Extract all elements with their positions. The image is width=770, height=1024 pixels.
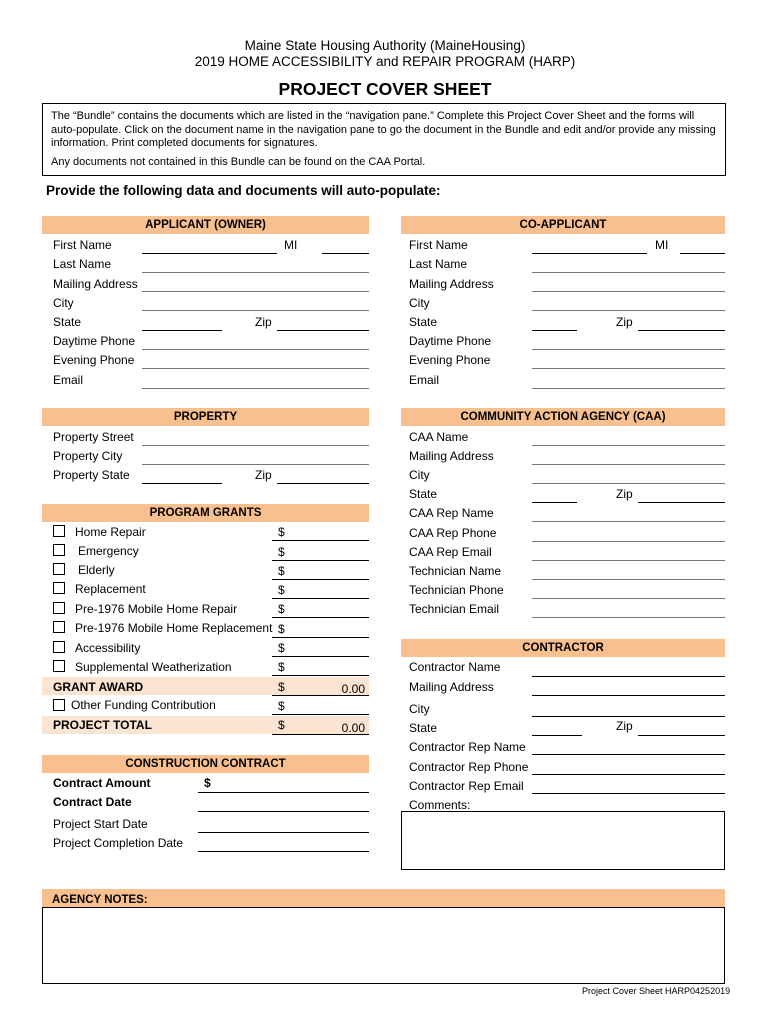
contractor-heading: CONTRACTOR (401, 639, 725, 657)
elderly-label: Elderly (78, 563, 115, 577)
org-name: Maine State Housing Authority (MaineHousing) (244, 38, 526, 53)
contractor-rep-name-label: Contractor Rep Name (409, 740, 526, 754)
applicant-day-phone-label: Daytime Phone (53, 334, 136, 348)
contractor-rep-name-field[interactable] (532, 754, 725, 755)
co-applicant-mailing-field[interactable] (532, 291, 725, 292)
applicant-mi-label: MI (284, 238, 298, 252)
mh-replacement-checkbox[interactable] (53, 621, 65, 633)
applicant-last-name-label: Last Name (53, 257, 112, 271)
grant-award-label: GRANT AWARD (53, 680, 144, 694)
mh-repair-dollar: $ (278, 602, 285, 616)
co-applicant-zip-field[interactable] (638, 330, 725, 331)
caa-tech-phone-field[interactable] (532, 598, 725, 599)
applicant-mailing-field[interactable] (142, 291, 369, 292)
accessibility-dollar: $ (278, 641, 285, 655)
caa-mailing-field[interactable] (532, 464, 725, 465)
applicant-city-label: City (53, 296, 74, 310)
applicant-first-name-label: First Name (53, 238, 112, 252)
co-applicant-first-name-label: First Name (409, 238, 468, 252)
co-applicant-mi-field[interactable] (680, 253, 725, 254)
caa-heading: COMMUNITY ACTION AGENCY (CAA) (401, 408, 725, 426)
contractor-name-label: Contractor Name (409, 660, 501, 674)
co-applicant-city-label: City (409, 296, 430, 310)
caa-mailing-label: Mailing Address (409, 449, 494, 463)
co-applicant-state-field[interactable] (532, 330, 577, 331)
co-applicant-mailing-label: Mailing Address (409, 277, 494, 291)
caa-tech-name-label: Technician Name (409, 564, 502, 578)
property-state-field[interactable] (142, 483, 222, 484)
emergency-amount[interactable] (272, 560, 369, 561)
contractor-rep-email-label: Contractor Rep Email (409, 779, 524, 793)
property-street-field[interactable] (142, 445, 369, 446)
weatherization-checkbox[interactable] (53, 660, 65, 672)
contractor-rep-phone-field[interactable] (532, 774, 725, 775)
caa-tech-email-label: Technician Email (409, 602, 500, 616)
applicant-email-field[interactable] (142, 388, 369, 389)
other-funding-dollar: $ (278, 699, 285, 713)
co-applicant-mi-label: MI (655, 238, 669, 252)
co-applicant-eve-phone-field[interactable] (532, 368, 725, 369)
applicant-day-phone-field[interactable] (142, 349, 369, 350)
comments-label: Comments: (409, 798, 471, 812)
co-applicant-email-field[interactable] (532, 388, 725, 389)
contractor-rep-phone-label: Contractor Rep Phone (409, 760, 529, 774)
intro-note: Any documents not contained in this Bundle can be found on the CAA Portal. (51, 155, 426, 168)
caa-state-label: State (409, 487, 438, 501)
caa-tech-email-field[interactable] (532, 617, 725, 618)
emergency-checkbox[interactable] (53, 544, 65, 556)
elderly-dollar: $ (278, 564, 285, 578)
project-start-label: Project Start Date (53, 817, 148, 831)
project-completion-field[interactable] (198, 851, 369, 852)
contractor-mailing-field[interactable] (532, 695, 725, 696)
mh-repair-amount[interactable] (272, 617, 369, 618)
weatherization-dollar: $ (278, 660, 285, 674)
applicant-eve-phone-field[interactable] (142, 368, 369, 369)
emergency-label: Emergency (78, 544, 139, 558)
co-applicant-city-field[interactable] (532, 310, 725, 311)
replacement-checkbox[interactable] (53, 582, 65, 594)
applicant-mi-field[interactable] (322, 253, 369, 254)
co-applicant-zip-label: Zip (616, 315, 633, 329)
contract-amount-field[interactable] (198, 792, 369, 793)
co-applicant-eve-phone-label: Evening Phone (409, 353, 491, 367)
section-subheading: Provide the following data and documents will auto-populate: (46, 183, 441, 198)
property-street-label: Property Street (53, 430, 134, 444)
caa-rep-name-field[interactable] (532, 521, 725, 522)
contractor-zip-label: Zip (616, 719, 633, 733)
project-completion-label: Project Completion Date (53, 836, 184, 850)
mh-repair-checkbox[interactable] (53, 602, 65, 614)
caa-city-field[interactable] (532, 483, 725, 484)
property-state-label: Property State (53, 468, 130, 482)
grant-award-dollar: $ (278, 680, 285, 694)
caa-rep-email-field[interactable] (532, 560, 725, 561)
caa-rep-phone-field[interactable] (532, 541, 725, 542)
other-funding-label: Other Funding Contribution (71, 698, 216, 712)
caa-rep-phone-label: CAA Rep Phone (409, 526, 497, 540)
property-city-field[interactable] (142, 464, 369, 465)
home-repair-checkbox[interactable] (53, 525, 65, 537)
contract-heading: CONSTRUCTION CONTRACT (42, 755, 369, 773)
contract-amount-dollar: $ (204, 776, 211, 790)
property-heading: PROPERTY (42, 408, 369, 426)
accessibility-checkbox[interactable] (53, 641, 65, 653)
contractor-city-field[interactable] (532, 716, 725, 717)
applicant-state-field[interactable] (142, 330, 222, 331)
replacement-dollar: $ (278, 583, 285, 597)
mh-replacement-amount[interactable] (272, 637, 369, 638)
elderly-amount[interactable] (272, 579, 369, 580)
applicant-eve-phone-label: Evening Phone (53, 353, 135, 367)
mh-replacement-label: Pre-1976 Mobile Home Replacement (75, 621, 273, 635)
contract-amount-label: Contract Amount (53, 776, 151, 790)
property-zip-label: Zip (255, 468, 272, 482)
comments-textarea[interactable] (401, 811, 725, 870)
contractor-mailing-label: Mailing Address (409, 680, 494, 694)
project-total-underline (272, 734, 369, 735)
project-total-label: PROJECT TOTAL (53, 718, 152, 732)
property-city-label: Property City (53, 449, 123, 463)
other-funding-amount[interactable] (272, 714, 369, 715)
contractor-zip-field[interactable] (638, 735, 725, 736)
caa-zip-label: Zip (616, 487, 633, 501)
caa-city-label: City (409, 468, 430, 482)
intro-text: The “Bundle” contains the documents which are listed in the “navigation pane.” Complete this Project Cover Sheet and the forms will auto-populate. Click on the document name in the navigation pane to go the document in the Bundle and edit and/or provide any missing information. Print completed documents for signatures. (51, 110, 716, 149)
applicant-first-name-field[interactable] (142, 253, 277, 254)
agency-notes-heading: AGENCY NOTES: (42, 889, 725, 907)
home-repair-label: Home Repair (75, 525, 146, 539)
replacement-label: Replacement (75, 582, 146, 596)
home-repair-amount[interactable] (272, 540, 369, 541)
co-applicant-first-name-field[interactable] (532, 253, 647, 254)
applicant-zip-field[interactable] (277, 330, 369, 331)
contractor-state-field[interactable] (532, 735, 582, 736)
project-total-dollar: $ (278, 718, 285, 732)
co-applicant-last-name-label: Last Name (409, 257, 468, 271)
applicant-mailing-label: Mailing Address (53, 277, 138, 291)
agency-notes-textarea[interactable] (42, 907, 725, 984)
home-repair-dollar: $ (278, 525, 285, 539)
contract-date-label: Contract Date (53, 795, 132, 809)
contractor-rep-email-field[interactable] (532, 793, 725, 794)
applicant-city-field[interactable] (142, 310, 369, 311)
contractor-city-label: City (409, 702, 430, 716)
co-applicant-email-label: Email (409, 373, 440, 387)
elderly-checkbox[interactable] (53, 563, 65, 575)
accessibility-amount[interactable] (272, 656, 369, 657)
program-name: 2019 HOME ACCESSIBILITY and REPAIR PROGRAM (HARP) (194, 54, 576, 69)
weatherization-amount[interactable] (272, 675, 369, 676)
applicant-last-name-field[interactable] (142, 272, 369, 273)
caa-rep-name-label: CAA Rep Name (409, 506, 494, 520)
replacement-amount[interactable] (272, 598, 369, 599)
other-funding-checkbox[interactable] (53, 699, 65, 711)
mh-repair-label: Pre-1976 Mobile Home Repair (75, 602, 238, 616)
accessibility-label: Accessibility (75, 641, 141, 655)
contractor-name-field[interactable] (532, 676, 725, 677)
caa-tech-phone-label: Technician Phone (409, 583, 504, 597)
co-applicant-state-label: State (409, 315, 438, 329)
mh-replacement-dollar: $ (278, 622, 285, 636)
grant-award-underline (272, 695, 369, 696)
co-applicant-last-name-field[interactable] (532, 272, 725, 273)
contractor-state-label: State (409, 721, 438, 735)
caa-name-label: CAA Name (409, 430, 469, 444)
caa-zip-field[interactable] (638, 502, 725, 503)
grant-award-value: 0.00 (341, 682, 365, 696)
applicant-heading: APPLICANT (OWNER) (42, 216, 369, 234)
page-title: PROJECT COVER SHEET (278, 79, 492, 99)
contract-date-field[interactable] (198, 811, 369, 812)
co-applicant-heading: CO-APPLICANT (401, 216, 725, 234)
caa-rep-email-label: CAA Rep Email (409, 545, 492, 559)
applicant-zip-label: Zip (255, 315, 272, 329)
weatherization-label: Supplemental Weatherization (75, 660, 232, 674)
grants-heading: PROGRAM GRANTS (42, 504, 369, 522)
co-applicant-day-phone-field[interactable] (532, 349, 725, 350)
emergency-dollar: $ (278, 545, 285, 559)
project-total-value: 0.00 (341, 721, 365, 735)
co-applicant-day-phone-label: Daytime Phone (409, 334, 492, 348)
property-zip-field[interactable] (277, 483, 369, 484)
applicant-email-label: Email (53, 373, 84, 387)
applicant-state-label: State (53, 315, 82, 329)
intro-box (42, 103, 726, 176)
footer-form-id: Project Cover Sheet HARP04252019 (582, 986, 731, 996)
caa-tech-name-field[interactable] (532, 579, 725, 580)
caa-state-field[interactable] (532, 502, 577, 503)
project-start-field[interactable] (198, 832, 369, 833)
caa-name-field[interactable] (532, 445, 725, 446)
